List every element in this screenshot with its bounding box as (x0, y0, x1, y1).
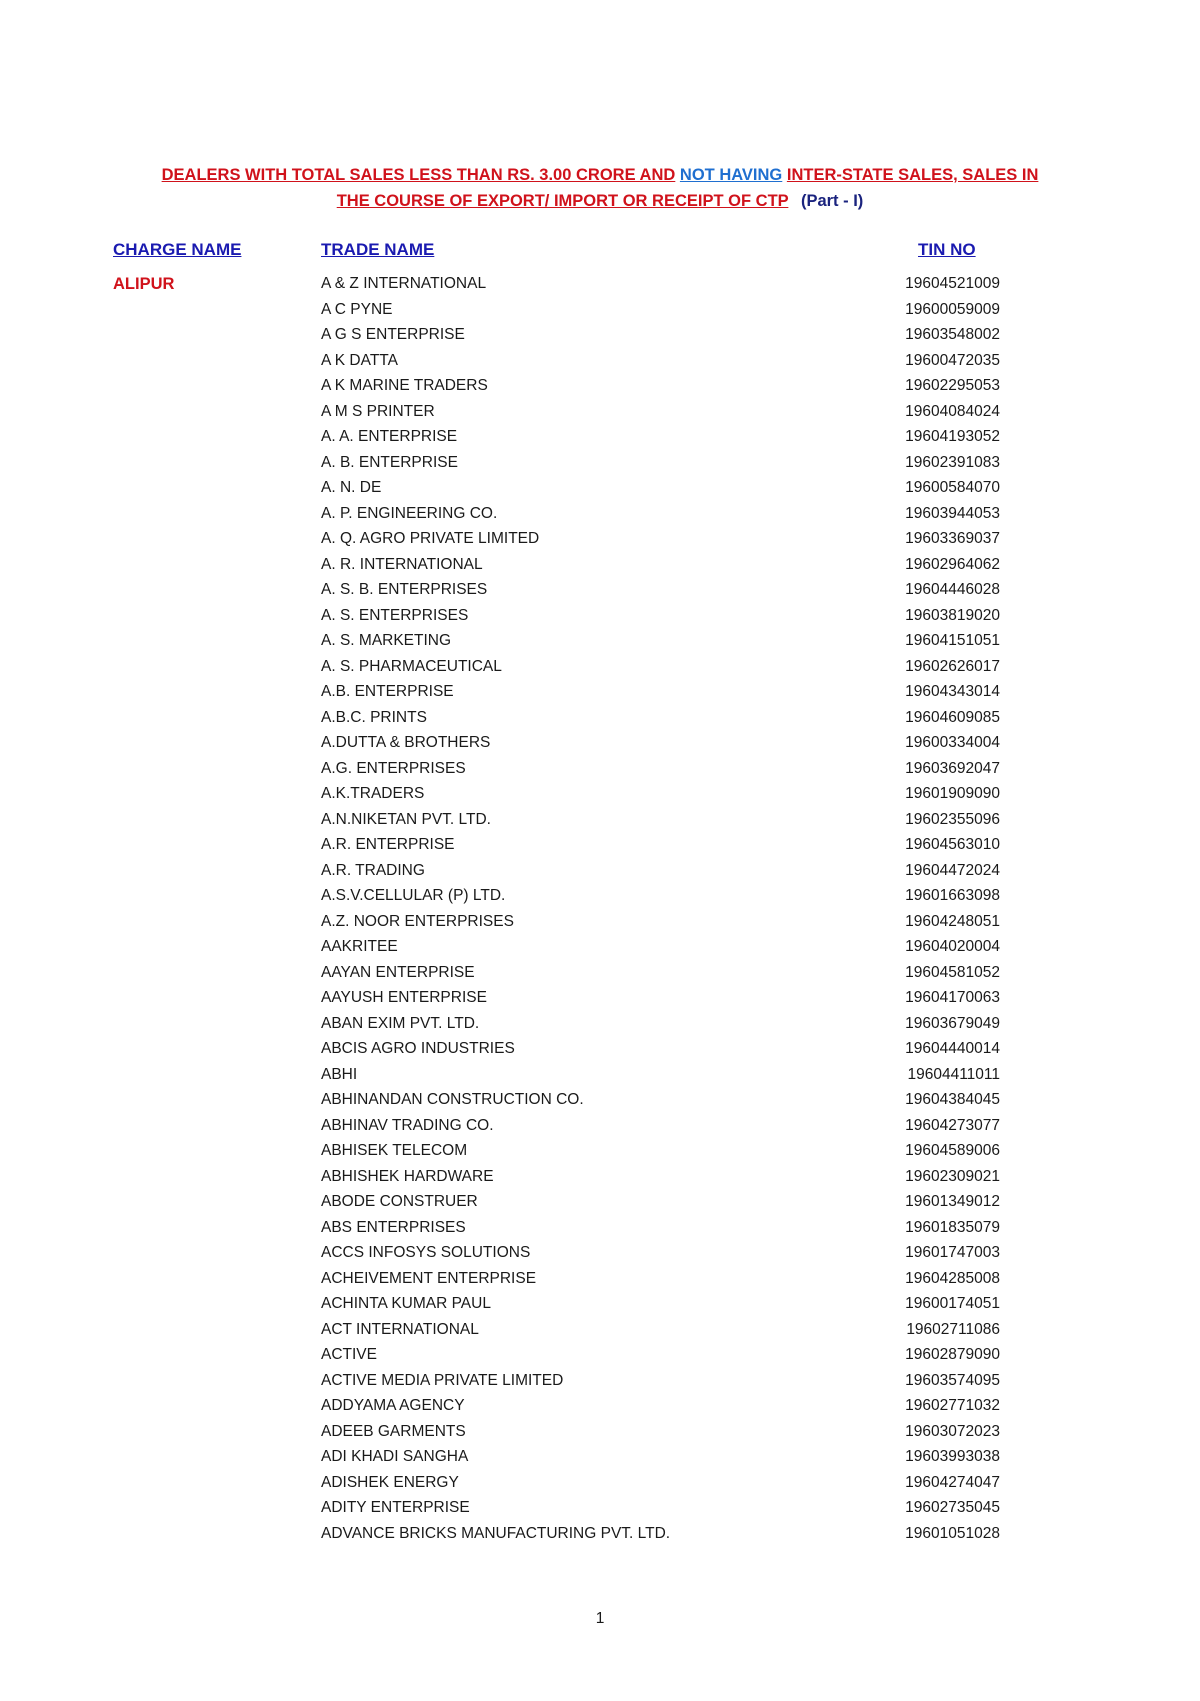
trade-name-cell: A.G. ENTERPRISES (321, 759, 466, 777)
tin-number-cell: 19601663098 (905, 887, 1000, 904)
trade-name-cell: ADITY ENTERPRISE (321, 1499, 470, 1516)
table-row (0, 1168, 1200, 1194)
table-row (0, 862, 1200, 888)
tin-number-cell: 19604472024 (905, 861, 1000, 879)
table-row (0, 1091, 1200, 1117)
tin-number-cell: 19602355096 (905, 810, 1000, 828)
table-row (0, 326, 1200, 352)
table-row (0, 607, 1200, 633)
table-row (0, 556, 1200, 582)
table-row (0, 1346, 1200, 1372)
tin-number-cell: 19604193052 (905, 428, 1000, 445)
table-row (0, 1193, 1200, 1219)
trade-name-cell: AAYUSH ENTERPRISE (321, 989, 487, 1006)
document-title-line-1 (100, 162, 1100, 188)
table-row (0, 632, 1200, 658)
column-header-charge-name: CHARGE NAME (113, 240, 242, 259)
dealer-list (0, 275, 1200, 1550)
trade-name-cell: A K MARINE TRADERS (321, 377, 488, 394)
trade-name-cell: ACTIVE (321, 1346, 377, 1363)
tin-number-cell: 19602711086 (906, 1320, 1000, 1338)
table-row (0, 505, 1200, 531)
tin-number-cell: 19604020004 (905, 938, 1000, 955)
tin-number-cell: 19602735045 (905, 1499, 1000, 1516)
trade-name-cell: ABHISHEK HARDWARE (321, 1167, 494, 1185)
table-row (0, 887, 1200, 913)
table-row (0, 811, 1200, 837)
table-row (0, 377, 1200, 403)
tin-number-cell: 19602391083 (905, 453, 1000, 471)
trade-name-cell: ADDYAMA AGENCY (321, 1397, 465, 1414)
trade-name-cell: ABHI (321, 1065, 358, 1083)
tin-number-cell: 19601909090 (905, 785, 1000, 802)
table-row (0, 938, 1200, 964)
tin-number-cell: 19604440014 (905, 1040, 1000, 1057)
tin-number-cell: 19603679049 (905, 1014, 1000, 1032)
trade-name-cell: ADVANCE BRICKS MANUFACTURING PVT. LTD. (321, 1524, 671, 1542)
tin-number-cell: 19604446028 (905, 581, 1000, 598)
tin-number-cell: 19604343014 (905, 683, 1000, 700)
tin-number-cell: 19602626017 (905, 657, 1000, 675)
table-row (0, 1270, 1200, 1296)
tin-number-cell: 19601349012 (905, 1193, 1000, 1210)
table-row (0, 1321, 1200, 1347)
table-row (0, 1295, 1200, 1321)
tin-number-cell: 19603369037 (905, 530, 1000, 547)
page-number: 1 (595, 1610, 605, 1627)
title-text-part-4: THE COURSE OF EXPORT/ IMPORT OR RECEIPT OF CTP (336, 192, 789, 210)
tin-number-cell: 19604170063 (905, 989, 1000, 1006)
title-part-label: (Part - I) (800, 192, 864, 210)
trade-name-cell: ACTIVE MEDIA PRIVATE LIMITED (321, 1371, 564, 1389)
table-row (0, 1040, 1200, 1066)
table-row (0, 479, 1200, 505)
trade-name-cell: ADISHEK ENERGY (321, 1473, 459, 1491)
trade-name-cell: A. R. INTERNATIONAL (321, 555, 483, 573)
tin-number-cell: 19600334004 (905, 734, 1000, 751)
table-row (0, 275, 1200, 301)
table-row (0, 785, 1200, 811)
trade-name-cell: A. P. ENGINEERING CO. (321, 504, 498, 522)
table-row (0, 1015, 1200, 1041)
tin-number-cell: 19601747003 (905, 1244, 1000, 1261)
tin-number-cell: 19601835079 (905, 1218, 1000, 1236)
table-row (0, 1499, 1200, 1525)
table-row (0, 734, 1200, 760)
tin-number-cell: 19604581052 (905, 963, 1000, 981)
tin-number-cell: 19604411011 (907, 1065, 1000, 1083)
tin-number-cell: 19603692047 (905, 759, 1000, 777)
tin-number-cell: 19603819020 (905, 606, 1000, 624)
trade-name-cell: ABS ENTERPRISES (321, 1218, 466, 1236)
table-row (0, 658, 1200, 684)
tin-number-cell: 19604609085 (905, 708, 1000, 726)
title-text-part-1: DEALERS WITH TOTAL SALES LESS THAN RS. 3.00 CRORE AND (161, 166, 676, 184)
table-row (0, 403, 1200, 429)
table-row (0, 1244, 1200, 1270)
tin-number-cell: 19604151051 (905, 632, 1000, 649)
trade-name-cell: A.S.V.CELLULAR (P) LTD. (321, 887, 506, 904)
table-row (0, 913, 1200, 939)
table-row (0, 1397, 1200, 1423)
title-text-part-2: NOT HAVING (679, 166, 783, 184)
table-row (0, 301, 1200, 327)
table-row (0, 709, 1200, 735)
table-row (0, 683, 1200, 709)
trade-name-cell: ACCS INFOSYS SOLUTIONS (321, 1244, 531, 1261)
trade-name-cell: A.DUTTA & BROTHERS (321, 734, 491, 751)
tin-number-cell: 19603993038 (905, 1448, 1000, 1465)
table-row (0, 836, 1200, 862)
table-row (0, 454, 1200, 480)
tin-number-cell: 19604285008 (905, 1269, 1000, 1287)
tin-number-cell: 19604563010 (905, 836, 1000, 853)
trade-name-cell: A. B. ENTERPRISE (321, 453, 458, 471)
trade-name-cell: ADEEB GARMENTS (321, 1422, 466, 1440)
tin-number-cell: 19604273077 (905, 1116, 1000, 1134)
trade-name-cell: AAYAN ENTERPRISE (321, 963, 475, 981)
trade-name-cell: A G S ENTERPRISE (321, 326, 465, 343)
trade-name-cell: A. S. PHARMACEUTICAL (321, 657, 502, 675)
tin-number-cell: 19602771032 (905, 1397, 1000, 1414)
trade-name-cell: ACHEIVEMENT ENTERPRISE (321, 1269, 537, 1287)
trade-name-cell: ABODE CONSTRUER (321, 1193, 478, 1210)
trade-name-cell: A M S PRINTER (321, 402, 435, 420)
trade-name-cell: ADI KHADI SANGHA (321, 1448, 469, 1465)
trade-name-cell: A. A. ENTERPRISE (321, 428, 458, 445)
trade-name-cell: ABHINAV TRADING CO. (321, 1116, 494, 1134)
table-row (0, 352, 1200, 378)
tin-number-cell: 19604084024 (905, 402, 1000, 420)
tin-number-cell: 19600472035 (905, 351, 1000, 369)
charge-name-value: ALIPUR (113, 275, 175, 293)
trade-name-cell: A.R. TRADING (321, 861, 425, 879)
trade-name-cell: A. S. ENTERPRISES (321, 606, 469, 624)
trade-name-cell: ACT INTERNATIONAL (321, 1320, 479, 1338)
tin-number-cell: 19602879090 (905, 1346, 1000, 1363)
table-row (0, 760, 1200, 786)
trade-name-cell: A.Z. NOOR ENTERPRISES (321, 912, 514, 930)
tin-number-cell: 19600584070 (905, 479, 1000, 496)
table-row (0, 1117, 1200, 1143)
tin-number-cell: 19603548002 (905, 326, 1000, 343)
trade-name-cell: A K DATTA (321, 351, 398, 369)
table-row (0, 1448, 1200, 1474)
table-row (0, 964, 1200, 990)
tin-number-cell: 19604248051 (905, 912, 1000, 930)
tin-number-cell: 19604589006 (905, 1142, 1000, 1159)
tin-number-cell: 19601051028 (905, 1524, 1000, 1542)
tin-number-cell: 19602964062 (905, 555, 1000, 573)
table-row (0, 989, 1200, 1015)
tin-number-cell: 19600174051 (905, 1295, 1000, 1312)
trade-name-cell: A. N. DE (321, 479, 382, 496)
trade-name-cell: A.K.TRADERS (321, 785, 425, 802)
table-row (0, 1474, 1200, 1500)
trade-name-cell: A & Z INTERNATIONAL (321, 275, 487, 292)
trade-name-cell: A C PYNE (321, 300, 393, 318)
tin-number-cell: 19600059009 (905, 300, 1000, 318)
trade-name-cell: A. Q. AGRO PRIVATE LIMITED (321, 530, 540, 547)
trade-name-cell: AAKRITEE (321, 938, 398, 955)
tin-number-cell: 19602309021 (905, 1167, 1000, 1185)
trade-name-cell: ABAN EXIM PVT. LTD. (321, 1014, 480, 1032)
table-row (0, 1066, 1200, 1092)
trade-name-cell: ABHINANDAN CONSTRUCTION CO. (321, 1091, 584, 1108)
trade-name-cell: ABCIS AGRO INDUSTRIES (321, 1040, 515, 1057)
tin-number-cell: 19603944053 (905, 504, 1000, 522)
table-row (0, 1372, 1200, 1398)
trade-name-cell: A. S. MARKETING (321, 632, 452, 649)
table-row (0, 1525, 1200, 1551)
document-title-line-2 (100, 188, 1100, 214)
tin-number-cell: 19604274047 (905, 1473, 1000, 1491)
table-row (0, 1142, 1200, 1168)
trade-name-cell: ACHINTA KUMAR PAUL (321, 1295, 491, 1312)
table-row (0, 428, 1200, 454)
tin-number-cell: 19603072023 (905, 1422, 1000, 1440)
trade-name-cell: ABHISEK TELECOM (321, 1142, 468, 1159)
column-header-tin-no: TIN NO (918, 240, 976, 259)
table-row (0, 1219, 1200, 1245)
table-row (0, 530, 1200, 556)
title-text-part-3: INTER-STATE SALES, SALES IN (786, 166, 1039, 184)
tin-number-cell: 19603574095 (905, 1371, 1000, 1389)
trade-name-cell: A. S. B. ENTERPRISES (321, 581, 488, 598)
trade-name-cell: A.B.C. PRINTS (321, 708, 427, 726)
tin-number-cell: 19604384045 (905, 1091, 1000, 1108)
tin-number-cell: 19602295053 (905, 377, 1000, 394)
column-header-trade-name: TRADE NAME (321, 240, 435, 259)
table-row (0, 1423, 1200, 1449)
table-row (0, 581, 1200, 607)
trade-name-cell: A.R. ENTERPRISE (321, 836, 455, 853)
trade-name-cell: A.N.NIKETAN PVT. LTD. (321, 810, 491, 828)
tin-number-cell: 19604521009 (905, 275, 1000, 292)
trade-name-cell: A.B. ENTERPRISE (321, 683, 454, 700)
